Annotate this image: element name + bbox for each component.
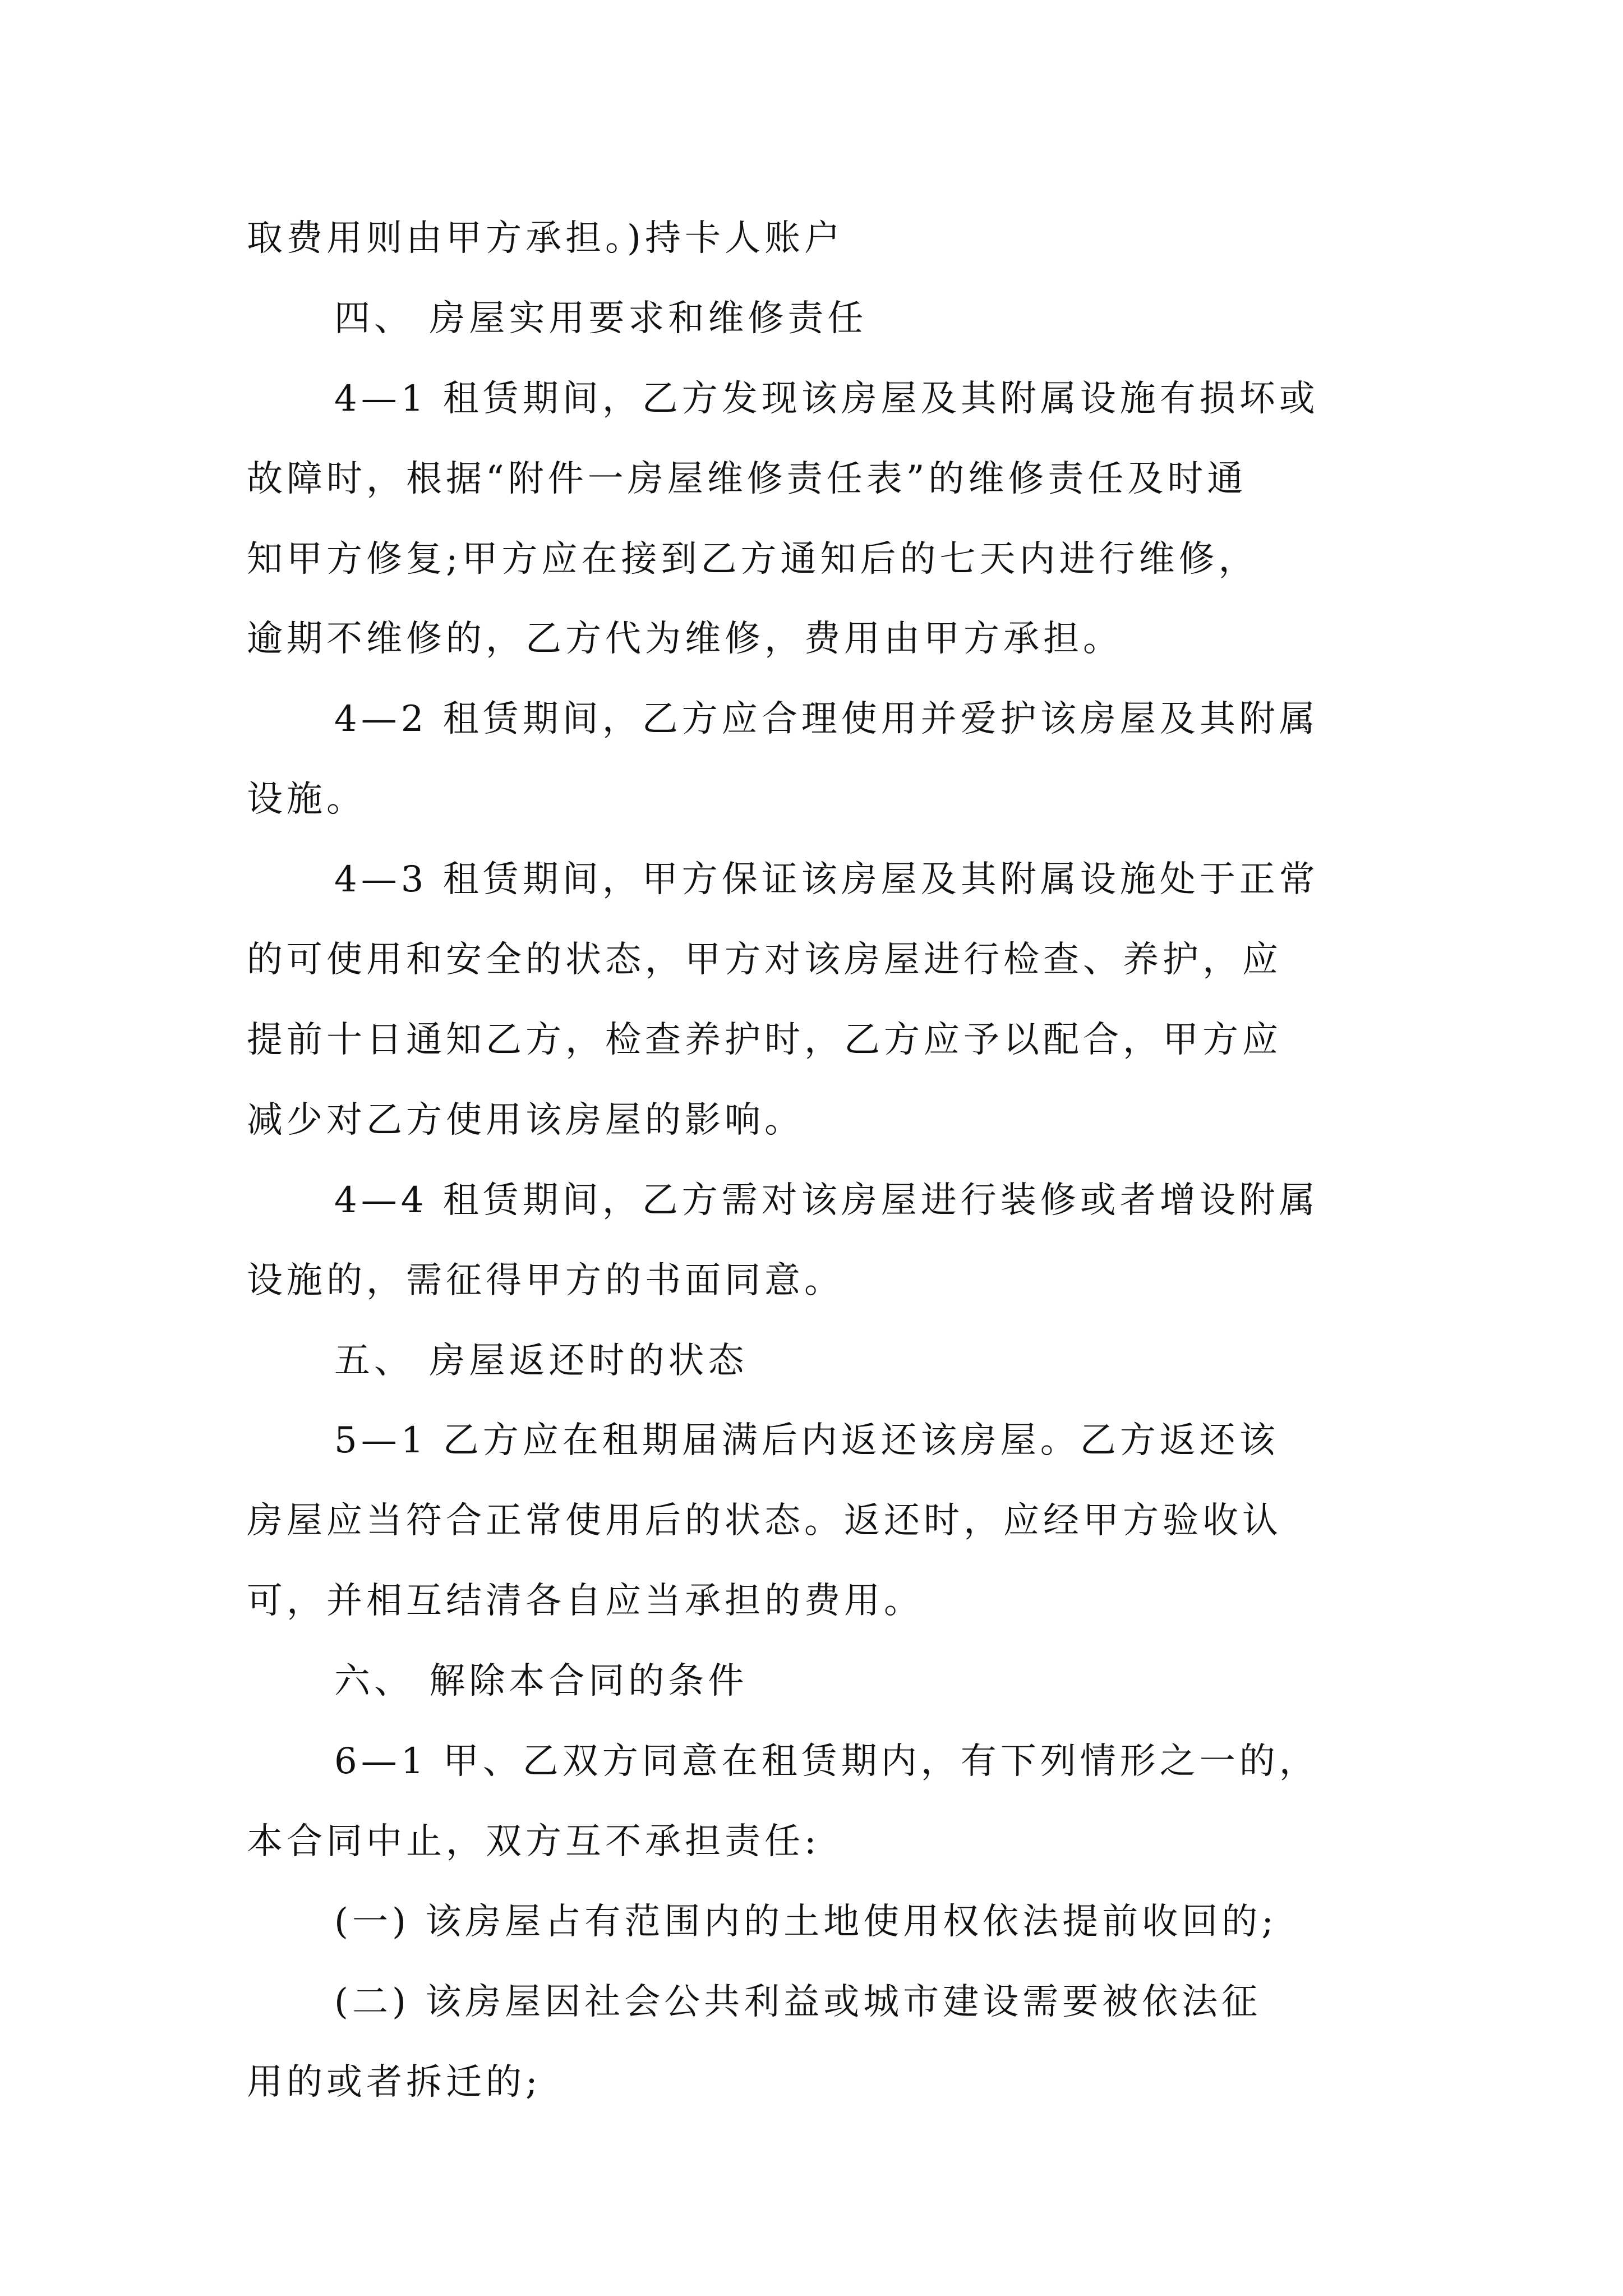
clause-4-4-line-1: 4—4 租赁期间，乙方需对该房屋进行装修或者增设附属: [334, 1180, 1319, 1221]
clause-6-1-line-2: 本合同中止，双方互不承担责任:: [247, 1821, 820, 1862]
item-2-line-1: (二) 该房屋因社会公共利益或城市建设需要被依法征: [334, 1981, 1262, 2023]
clause-4-2-line-1: 4—2 租赁期间，乙方应合理使用并爱护该房屋及其附属: [334, 698, 1319, 740]
clause-4-3-line-1: 4—3 租赁期间，甲方保证该房屋及其附属设施处于正常: [334, 859, 1319, 900]
clause-4-3-line-4: 减少对乙方使用该房屋的影响。: [247, 1099, 804, 1141]
clause-5-1-line-3: 可，并相互结清各自应当承担的费用。: [247, 1580, 924, 1622]
clause-4-3-line-3: 提前十日通知乙方，检查养护时，乙方应予以配合，甲方应: [247, 1019, 1282, 1061]
clause-4-2-line-2: 设施。: [247, 779, 366, 820]
clause-4-1-line-1: 4—1 租赁期间，乙方发现该房屋及其附属设施有损坏或: [334, 378, 1319, 420]
item-1: (一) 该房屋占有范围内的土地使用权依法提前收回的;: [334, 1901, 1278, 1943]
clause-4-1-line-3: 知甲方修复;甲方应在接到乙方通知后的七天内进行维修，: [247, 539, 1258, 580]
section-heading-5: 五、 房屋返还时的状态: [334, 1340, 748, 1382]
clause-4-4-line-2: 设施的，需征得甲方的书面同意。: [247, 1260, 844, 1301]
clause-4-1-line-2: 故障时，根据“附件一房屋维修责任表”的维修责任及时通: [247, 458, 1247, 500]
clause-4-3-line-2: 的可使用和安全的状态，甲方对该房屋进行检查、养护，应: [247, 939, 1282, 981]
section-heading-4: 四、 房屋实用要求和维修责任: [334, 298, 868, 339]
clause-4-1-line-4: 逾期不维修的，乙方代为维修，费用由甲方承担。: [247, 618, 1123, 660]
clause-5-1-line-2: 房屋应当符合正常使用后的状态。返还时，应经甲方验收认: [247, 1500, 1282, 1542]
text-line-1: 取费用则由甲方承担。)持卡人账户: [247, 218, 844, 259]
clause-6-1-line-1: 6—1 甲、乙双方同意在租赁期内，有下列情形之一的，: [334, 1741, 1319, 1782]
clause-5-1-line-1: 5—1 乙方应在租期届满后内返还该房屋。乙方返还该: [334, 1420, 1279, 1461]
section-heading-6: 六、 解除本合同的条件: [334, 1660, 748, 1702]
item-2-line-2: 用的或者拆迁的;: [247, 2062, 542, 2103]
